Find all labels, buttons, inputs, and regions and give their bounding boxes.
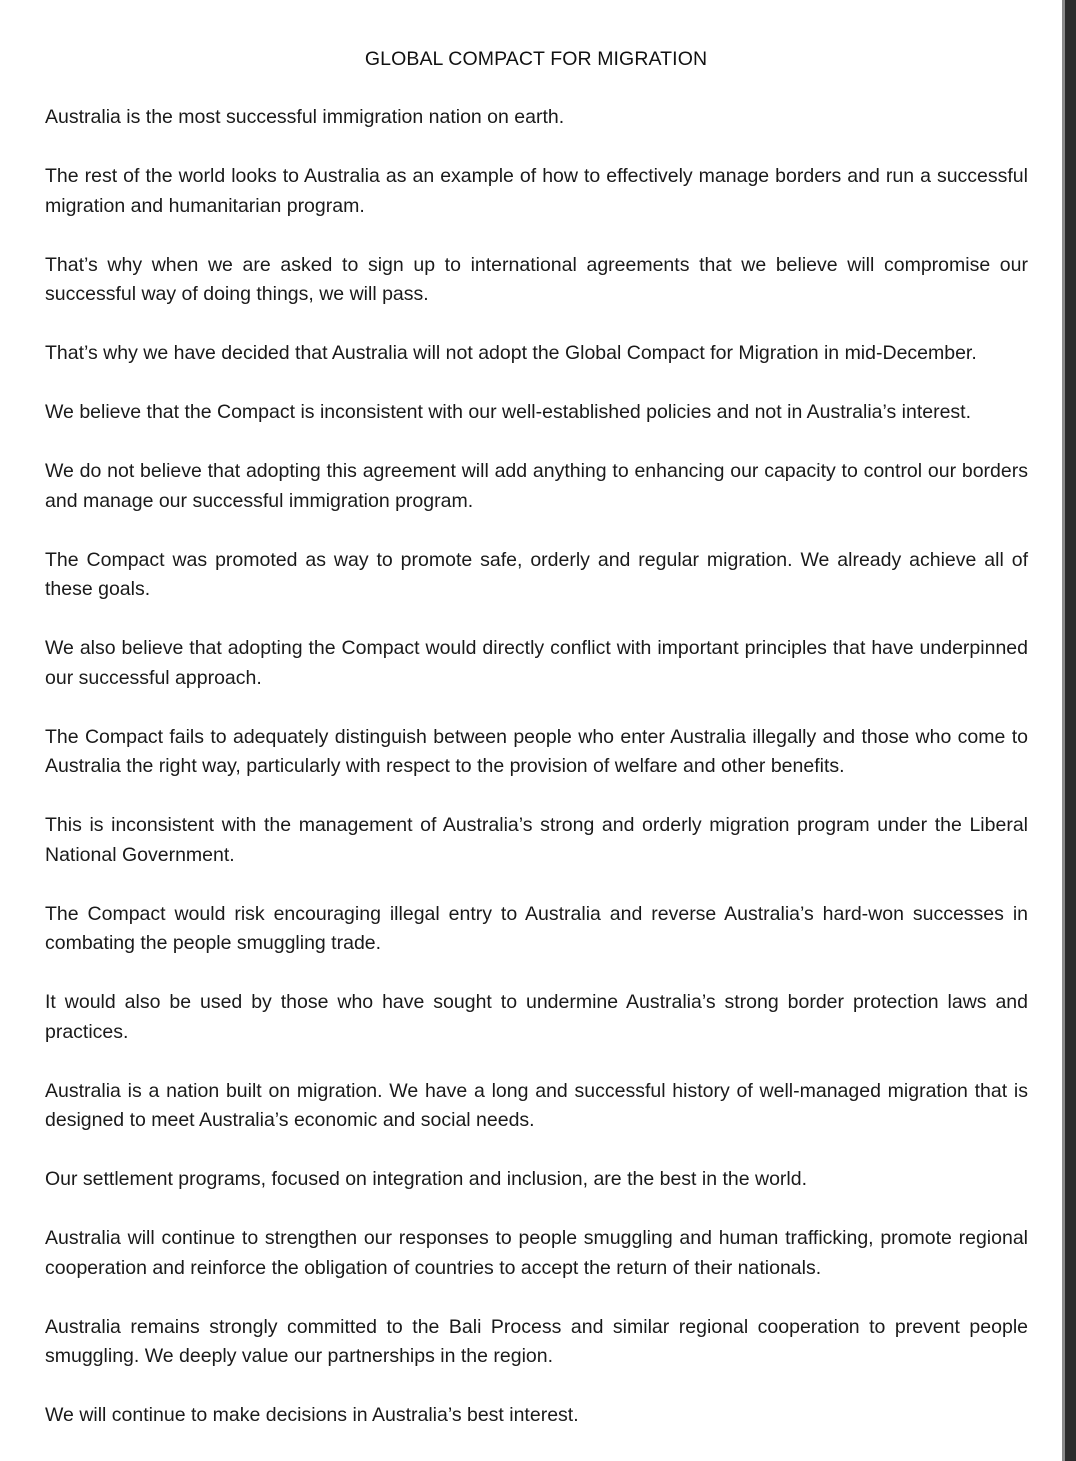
paragraph-13: Australia is a nation built on migration. We have a long and successful history of well-managed migration that is designed to meet Australia’s economic and social needs. — [45, 1079, 1028, 1131]
paragraph-16: Australia remains strongly committed to the Bali Process and similar regional cooperation to prevent people smuggling. We deeply value our partnerships in the region. — [45, 1315, 1028, 1367]
paragraph-10: This is inconsistent with the management of Australia’s strong and orderly migration program under the Liberal National Government. — [45, 814, 1028, 866]
paragraph-4: That’s why we have decided that Australia will not adopt the Global Compact for Migration in mid-December. — [45, 342, 977, 364]
paragraph-11: The Compact would risk encouraging illegal entry to Australia and reverse Australia’s hard-won successes in combating the people smuggling trade. — [45, 902, 1028, 954]
paragraph-7: The Compact was promoted as way to promote safe, orderly and regular migration. We already achieve all of these goals. — [45, 548, 1028, 600]
paragraph-14: Our settlement programs, focused on integration and inclusion, are the best in the world. — [45, 1168, 808, 1190]
page-edge-line — [1062, 0, 1065, 1461]
paragraph-12: It would also be used by those who have sought to undermine Australia’s strong border protection laws and practices. — [45, 991, 1028, 1043]
paragraph-6: We do not believe that adopting this agreement will add anything to enhancing our capacity to control our borders and manage our successful immigration program. — [45, 460, 1028, 512]
paragraph-1: Australia is the most successful immigration nation on earth. — [45, 106, 565, 128]
paragraph-9: The Compact fails to adequately distinguish between people who enter Australia illegally and those who come to Australia the right way, particularly with respect to the provision of welfare and other benefits. — [45, 725, 1028, 777]
paragraph-17: We will continue to make decisions in Australia’s best interest. — [45, 1404, 579, 1426]
paragraph-8: We also believe that adopting the Compact would directly conflict with important principles that have underpinned our successful approach. — [45, 637, 1028, 689]
document-title: GLOBAL COMPACT FOR MIGRATION — [364, 48, 708, 70]
document-body — [45, 103, 1028, 1460]
paragraph-2: The rest of the world looks to Australia as an example of how to effectively manage borders and run a successful migration and humanitarian program. — [45, 165, 1028, 217]
paragraph-3: That’s why when we are asked to sign up to international agreements that we believe will compromise our successful way of doing things, we will pass. — [45, 253, 1028, 305]
paragraph-15: Australia will continue to strengthen our responses to people smuggling and human trafficking, promote regional cooperation and reinforce the obligation of countries to accept the return of their nationals. — [45, 1227, 1028, 1279]
paragraph-5: We believe that the Compact is inconsistent with our well-established policies and not in Australia’s interest. — [45, 401, 972, 423]
